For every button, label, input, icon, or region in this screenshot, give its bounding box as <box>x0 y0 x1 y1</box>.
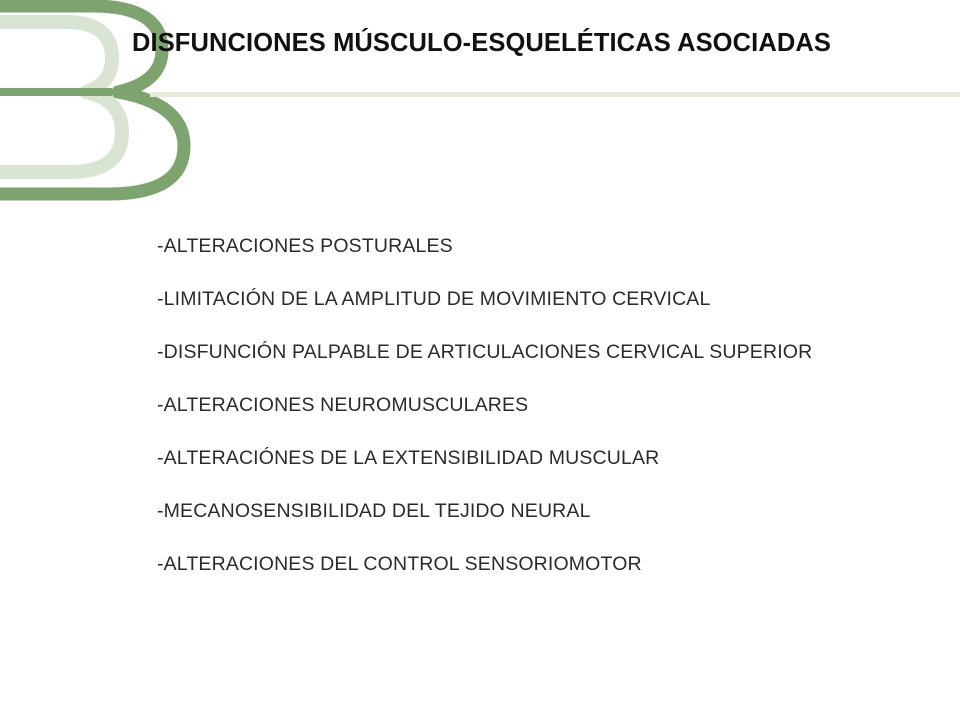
title-divider <box>150 92 960 97</box>
list-item: -ALTERACIONES DEL CONTROL SENSORIOMOTOR <box>157 553 642 575</box>
list-item: -LIMITACIÓN DE LA AMPLITUD DE MOVIMIENTO CERVICAL <box>157 288 711 310</box>
list-item: -ALTERACIONES NEUROMUSCULARES <box>157 394 529 416</box>
list-item: -MECANOSENSIBILIDAD DEL TEJIDO NEURAL <box>157 500 591 522</box>
dysfunction-list <box>157 233 812 604</box>
list-item: -DISFUNCIÓN PALPABLE DE ARTICULACIONES CERVICAL SUPERIOR <box>157 341 813 363</box>
slide-title: DISFUNCIONES MÚSCULO-ESQUELÉTICAS ASOCIADAS <box>132 29 831 57</box>
list-item: -ALTERACIONES POSTURALES <box>157 235 453 257</box>
list-item: -ALTERACIÓNES DE LA EXTENSIBILIDAD MUSCULAR <box>157 447 660 469</box>
